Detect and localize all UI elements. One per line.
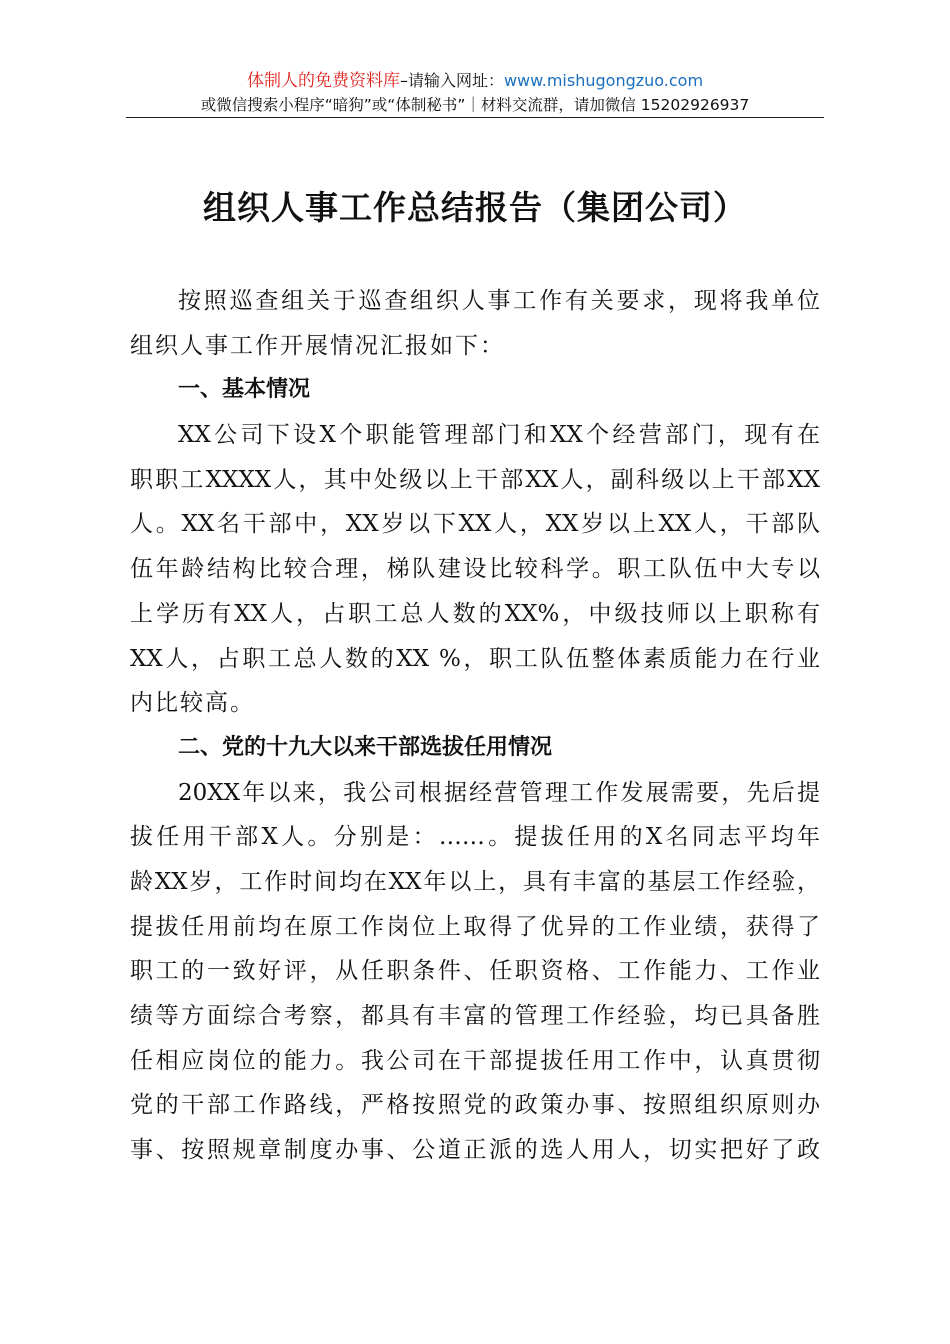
paragraph-line: 职工的一致好评，从任职条件、任职资格、工作能力、工作业 xyxy=(130,958,820,985)
paragraph-line: 提拔任用前均在原工作岗位上取得了优异的工作业绩，获得了 xyxy=(130,913,820,940)
paragraph-line: 职职工XXXX人，其中处级以上干部XX人，副科级以上干部XX xyxy=(130,466,820,493)
paragraph-line: 任相应岗位的能力。我公司在干部提拔任用工作中，认真贯彻 xyxy=(130,1047,820,1074)
brand-text: 体制人的免费资料库 xyxy=(246,71,400,91)
paragraph-line: XX公司下设X个职能管理部门和XX个经营部门，现有在 xyxy=(178,422,820,449)
url-prompt: –请输入网址： xyxy=(399,71,504,90)
section-heading: 一、基本情况 xyxy=(178,377,311,403)
document-title: 组织人事工作总结报告（集团公司） xyxy=(203,188,747,227)
paragraph-line: 组织人事工作开展情况汇报如下： xyxy=(130,332,505,359)
paragraph-line: 伍年龄结构比较合理，梯队建设比较科学。职工队伍中大专以 xyxy=(130,556,820,583)
paragraph-line: 按照巡查组关于巡查组织人事工作有关要求，现将我单位 xyxy=(178,288,820,314)
paragraph-line: 人。XX名干部中，XX岁以下XX人，XX岁以上XX人，干部队 xyxy=(130,511,820,538)
paragraph-line: 拔任用干部X人。分别是：……。提拔任用的X名同志平均年 xyxy=(130,824,820,851)
paragraph-line: 20XX年以来，我公司根据经营管理工作发展需要，先后提 xyxy=(178,779,820,806)
paragraph-line: 上学历有XX人，占职工总人数的XX%，中级技师以上职称有 xyxy=(130,600,820,627)
website-link[interactable]: www.mishugongzuo.com xyxy=(503,71,704,90)
paragraph-line: 龄XX岁，工作时间均在XX年以上，具有丰富的基层工作经验， xyxy=(130,868,820,895)
paragraph-line: 党的干部工作路线，严格按照党的政策办事、按照组织原则办 xyxy=(130,1092,820,1119)
paragraph-line: 事、按照规章制度办事、公道正派的选人用人，切实把好了政 xyxy=(130,1137,820,1164)
section-heading: 二、党的十九大以来干部选拔任用情况 xyxy=(178,734,553,760)
paragraph-line: XX人，占职工总人数的XX %，职工队伍整体素质能力在行业 xyxy=(130,645,820,672)
header-banner xyxy=(0,70,950,92)
document-body xyxy=(130,279,820,1173)
header-contact: 或微信搜索小程序“暗狗”或“体制秘书”｜材料交流群，请加微信 15202926937 xyxy=(200,96,750,114)
paragraph-line: 绩等方面综合考察，都具有丰富的管理工作经验，均已具备胜 xyxy=(130,1003,820,1029)
paragraph-line: 内比较高。 xyxy=(130,690,255,717)
header-divider xyxy=(126,117,824,118)
